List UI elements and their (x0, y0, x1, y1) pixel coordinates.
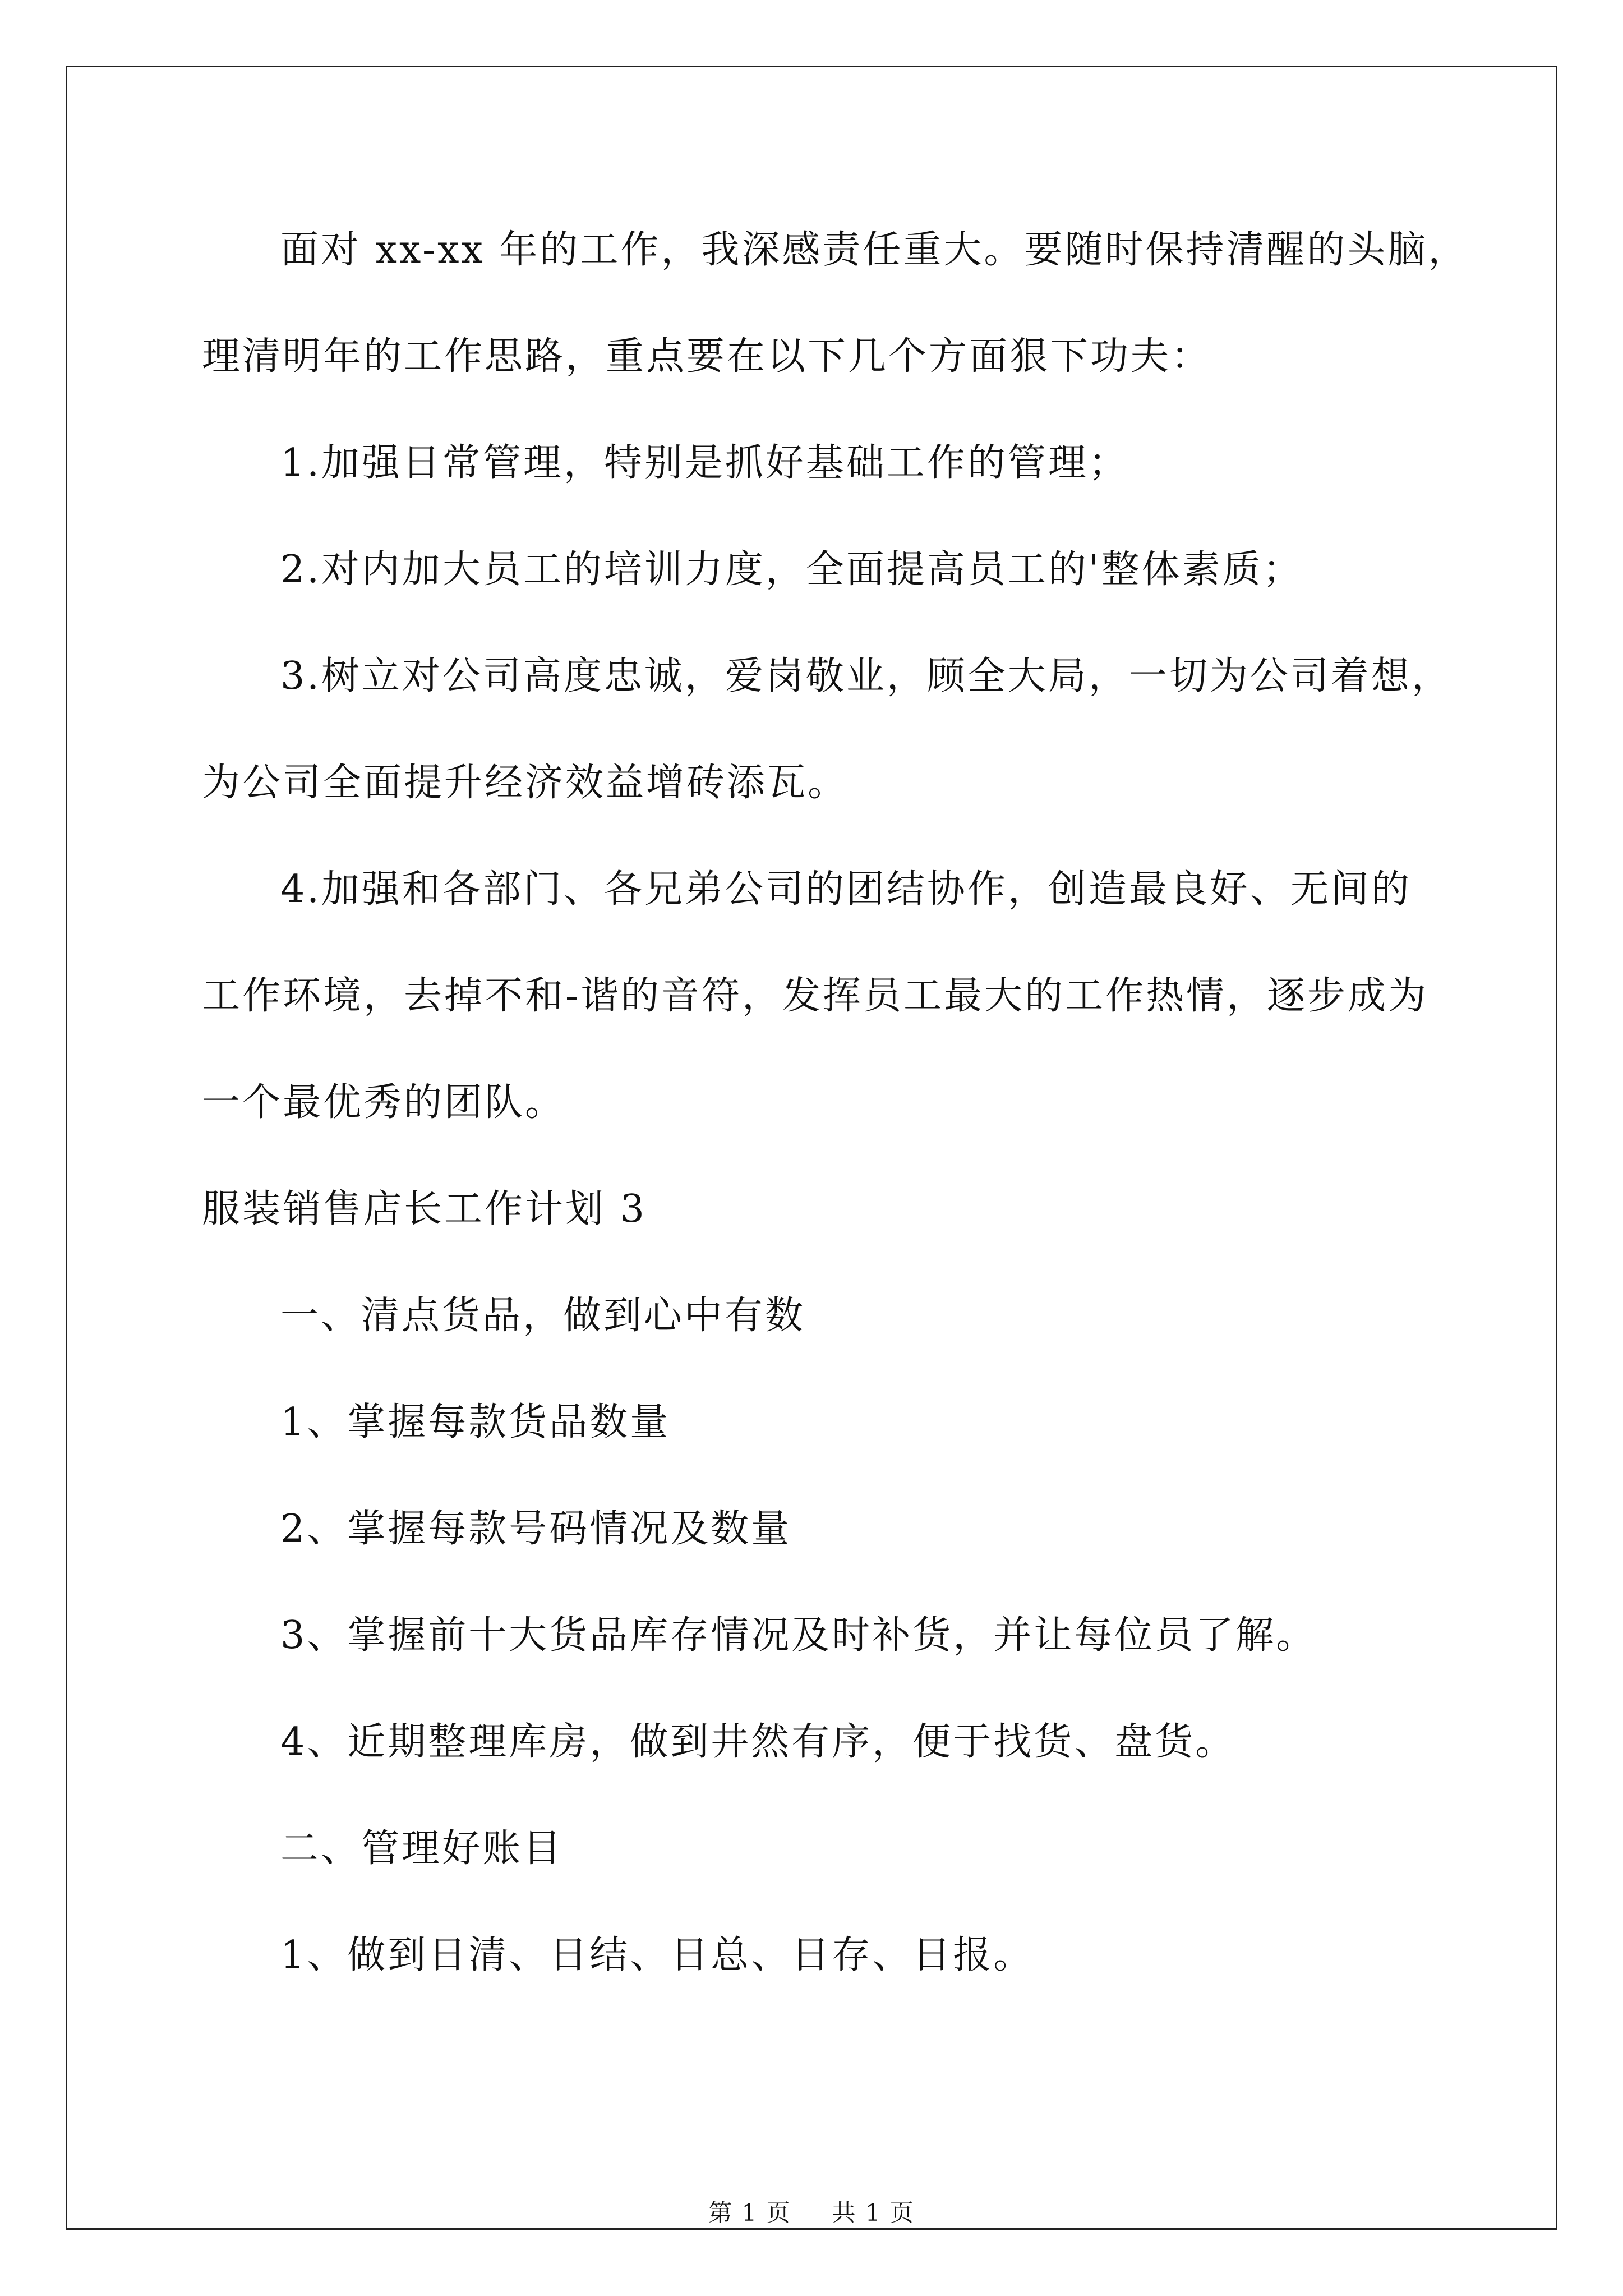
subsection-heading: 一、清点货品，做到心中有数 (280, 1294, 806, 1338)
list-item-continuation: 一个最优秀的团队。 (202, 1080, 566, 1125)
page-number: 第 1 页 (708, 2199, 791, 2226)
page-total: 共 1 页 (832, 2199, 915, 2226)
paragraph-line: 理清明年的工作思路，重点要在以下几个方面狠下功夫： (202, 334, 1212, 379)
list-item: 1、做到日清、日结、日总、日存、日报。 (280, 1933, 1034, 1977)
page-border (66, 66, 1557, 2230)
list-item: 1、掌握每款货品数量 (280, 1400, 671, 1444)
list-item: 4、近期整理库房，做到井然有序，便于找货、盘货。 (280, 1720, 1236, 1764)
list-item: 4.加强和各部门、各兄弟公司的团结协作，创造最良好、无间的 (280, 867, 1412, 912)
list-item: 2、掌握每款号码情况及数量 (280, 1507, 792, 1551)
section-title: 服装销售店长工作计划 3 (202, 1187, 647, 1231)
paragraph-line: 面对 xx-xx 年的工作，我深感责任重大。要随时保持清醒的头脑， (280, 228, 1469, 272)
list-item: 3.树立对公司高度忠诚，爱岗敬业，顾全大局，一切为公司着想， (280, 654, 1452, 698)
list-item: 2.对内加大员工的培训力度，全面提高员工的'整体素质； (280, 547, 1303, 592)
subsection-heading: 二、管理好账目 (280, 1826, 564, 1871)
list-item: 1.加强日常管理，特别是抓好基础工作的管理； (280, 441, 1129, 485)
list-item: 3、掌握前十大货品库存情况及时补货，并让每位员了解。 (280, 1613, 1317, 1658)
list-item-continuation: 工作环境，去掉不和-谐的音符，发挥员工最大的工作热情，逐步成为 (202, 974, 1428, 1018)
page-footer (0, 2196, 1623, 2230)
list-item-continuation: 为公司全面提升经济效益增砖添瓦。 (202, 761, 849, 805)
